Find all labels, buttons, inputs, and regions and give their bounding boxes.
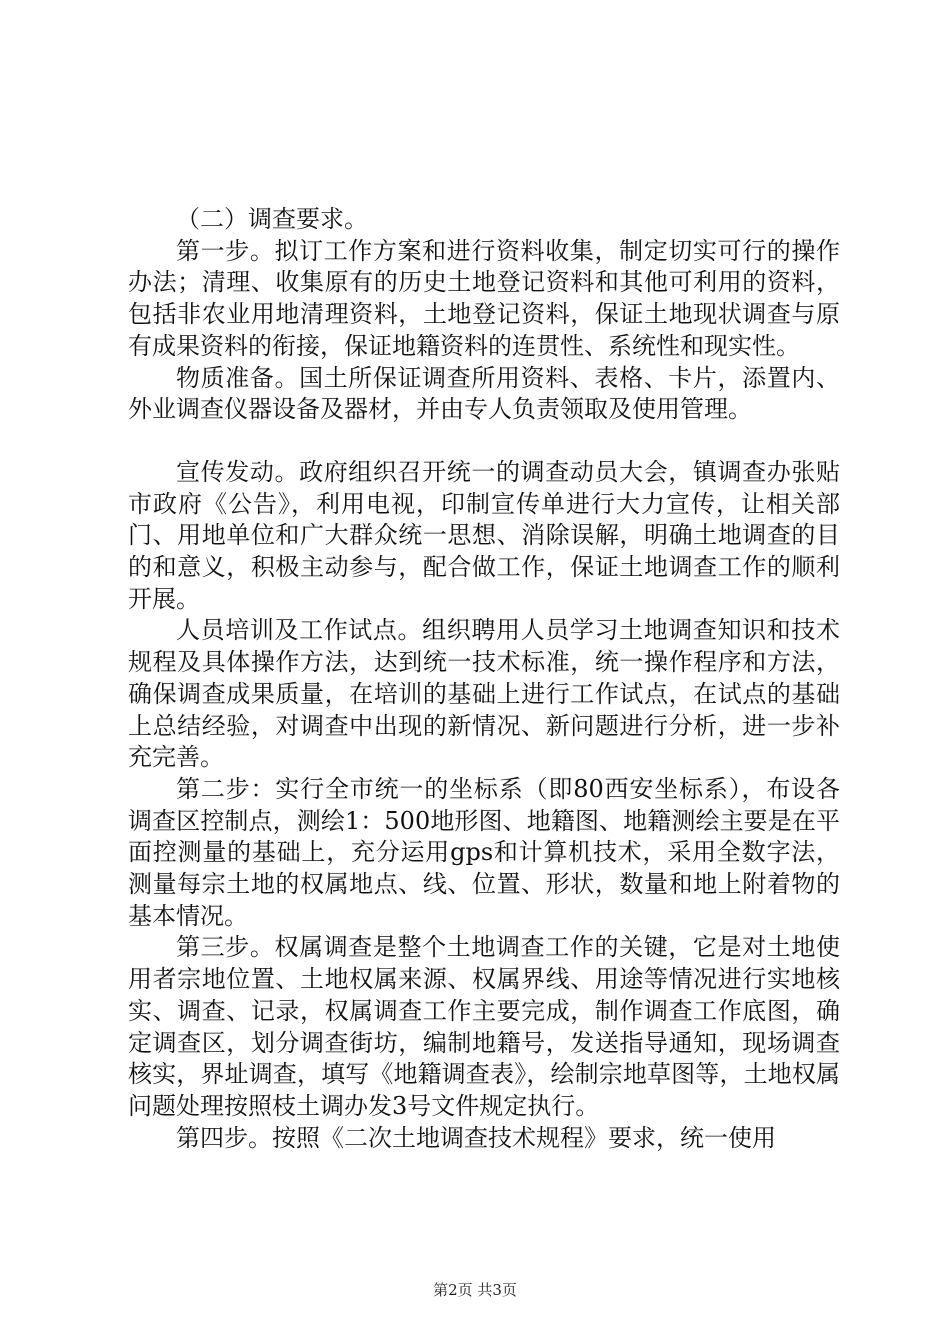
page-footer: 第2页 共3页 (433, 1281, 517, 1299)
paragraph-publicity: 宣传发动。政府组织召开统一的调查动员大会，镇调查办张贴市政府《公告》，利用电视，印制宣传单进行大力宣传，让相关部门、用地单位和广大群众统一思想、消除误解，明确土地调查的目的和意义，积极主动参与，配合做工作，保证土地调查工作的顺利开展。 (128, 457, 840, 613)
paragraph-step-three: 第三步。权属调查是整个土地调查工作的关键，它是对土地使用者宗地位置、土地权属来源、权属界线、用途等情况进行实地核实、调查、记录，权属调查工作主要完成，制作调查工作底图，确定调查区，划分调查街坊，编制地籍号，发送指导通知，现场调查核实，界址调查，填写《地籍调查表》，绘制宗地草图等，土地权属问题处理按照枝土调办发3号文件规定执行。 (128, 933, 840, 1120)
paragraph-step-two: 第二步：实行全市统一的坐标系（即80西安坐标系），布设各调查区控制点，测绘1：500地形图、地籍图、地籍测绘主要是在平面控测量的基础上，充分运用gps和计算机技术，采用全数字法，测量每宗土地的权属地点、线、位置、形状，数量和地上附着物的基本情况。 (128, 774, 840, 930)
document-body (128, 204, 840, 1154)
paragraph-step-one: 第一步。拟订工作方案和进行资料收集，制定切实可行的操作办法；清理、收集原有的历史土地登记资料和其他可利用的资料，包括非农业用地清理资料，土地登记资料，保证土地现状调查与原有成果资料的衔接，保证地籍资料的连贯性、系统性和现实性。 (128, 236, 840, 360)
paragraph-material-preparation: 物质准备。国土所保证调查所用资料、表格、卡片，添置内、外业调查仪器设备及器材，并由专人负责领取及使用管理。 (128, 363, 840, 424)
section-heading: （二）调查要求。 (176, 205, 368, 233)
paragraph-training: 人员培训及工作试点。组织聘用人员学习土地调查知识和技术规程及具体操作方法，达到统一技术标准，统一操作程序和方法，确保调查成果质量，在培训的基础上进行工作试点，在试点的基础上总结经验，对调查中出现的新情况、新问题进行分析，进一步补充完善。 (128, 616, 840, 772)
paragraph-step-four: 第四步。按照《二次土地调查技术规程》要求，统一使用 (176, 1123, 776, 1152)
